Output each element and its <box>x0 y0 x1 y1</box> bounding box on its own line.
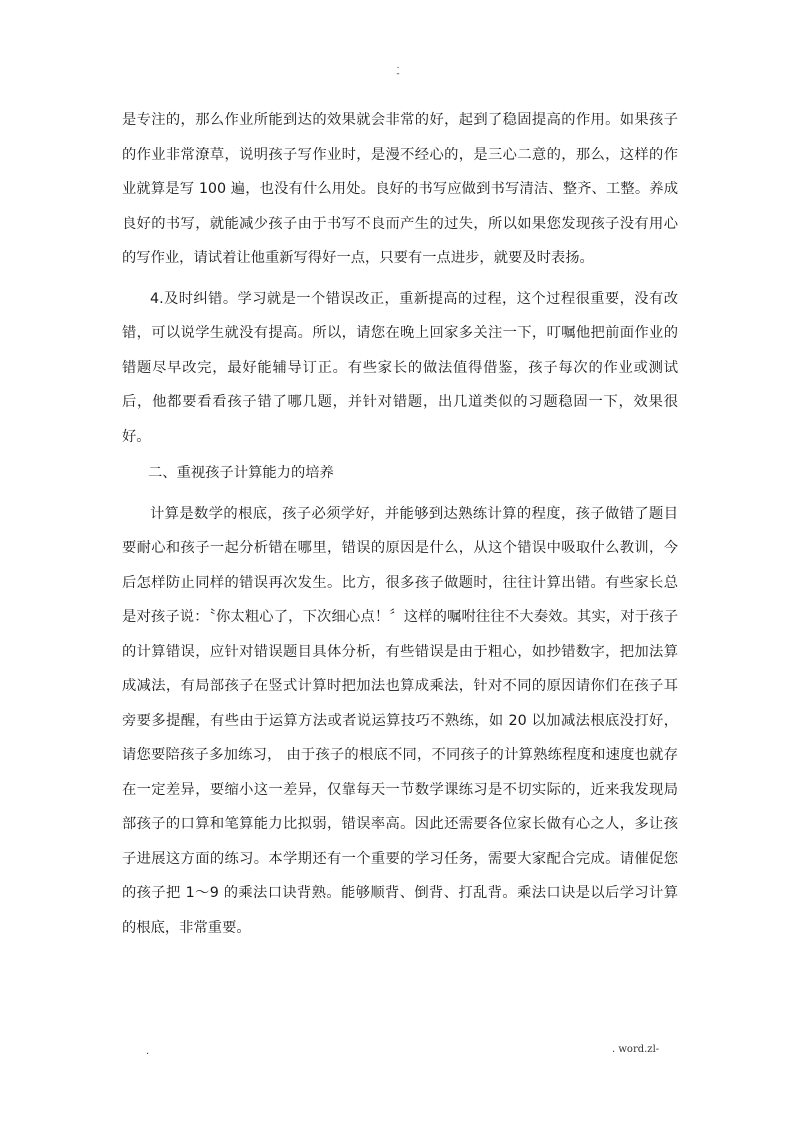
paragraph-error-correction: 4.及时纠错。学习就是一个错误改正，重新提高的过程，这个过程很重要，没有改错，可以说学生就没有提高。所以，请您在晚上回家多关注一下，叮嘱他把前面作业的错题尽早改完，最好能辅导订正。有些家长的做法值得借鉴，孩子每次的作业或测试后，他都要看看孩子错了哪几题，并针对错题，出几道类似的习题稳固一下，效果很好。 <box>122 290 678 445</box>
document-body <box>122 103 678 945</box>
paragraph-homework-neatness: 是专注的，那么作业所能到达的效果就会非常的好，起到了稳固提高的作用。如果孩子的作业非常潦草，说明孩子写作业时，是漫不经心的，是三心二意的，那么，这样的作业就算是写 100 遍，也没有什么用处。良好的书写应做到书写清洁、整齐、工整。养成良好的书写，就能减少孩子由于书写不良而产生的过失，所以如果您发现孩子没有用心的写作业，请试着让他重新写得好一点，只要有一点进步，就要及时表扬。 <box>122 112 678 266</box>
page-header-mark <box>394 62 402 78</box>
header-dot: . <box>396 61 400 71</box>
paragraph-calculation-ability: 计算是数学的根底，孩子必须学好，并能够到达熟练计算的程度，孩子做错了题目要耐心和孩子一起分析错在哪里，错误的原因是什么，从这个错误中吸取什么教训，今后怎样防止同样的错误再次发生。比方，很多孩子做题时，往往计算出错。有些家长总是对孩子说：〝你太粗心了，下次细心点！〞这样的嘱咐往往不大奏效。其实，对于孩子的计算错误，应针对错误题目具体分析，有些错误是由于粗心，如抄错数字，把加法算成减法，有局部孩子在竖式计算时把加法也算成乘法，针对不同的原因请你们在孩子耳旁要多提醒，有些由于运算方法或者说运算技巧不熟练，如 20 以加减法根底没打好，请您要陪孩子多加练习， 由于孩子的根底不同，不同孩子的计算熟练程度和速度也就存在一定差异，要缩小这一差异，仅靠每天一节数学课练习是不切实际的，近来我发现局部孩子的口算和笔算能力比拟弱，错误率高。因此还需要各位家长做有心之人，多让孩子进展这方面的练习。本学期还有一个重要的学习任务，需要大家配合完成。请催促您的孩子把 1～9 的乘法口诀背熟。能够顺背、倒背、打乱背。乘法口诀是以后学习计算的根底，非常重要。 <box>122 505 678 936</box>
footer-left-mark: . <box>146 1046 150 1057</box>
header-dash: - <box>396 69 400 79</box>
section-heading-calculation: 二、重视孩子计算能力的培养 <box>148 465 334 481</box>
footer-source-text: . word.zl- <box>612 1044 660 1055</box>
